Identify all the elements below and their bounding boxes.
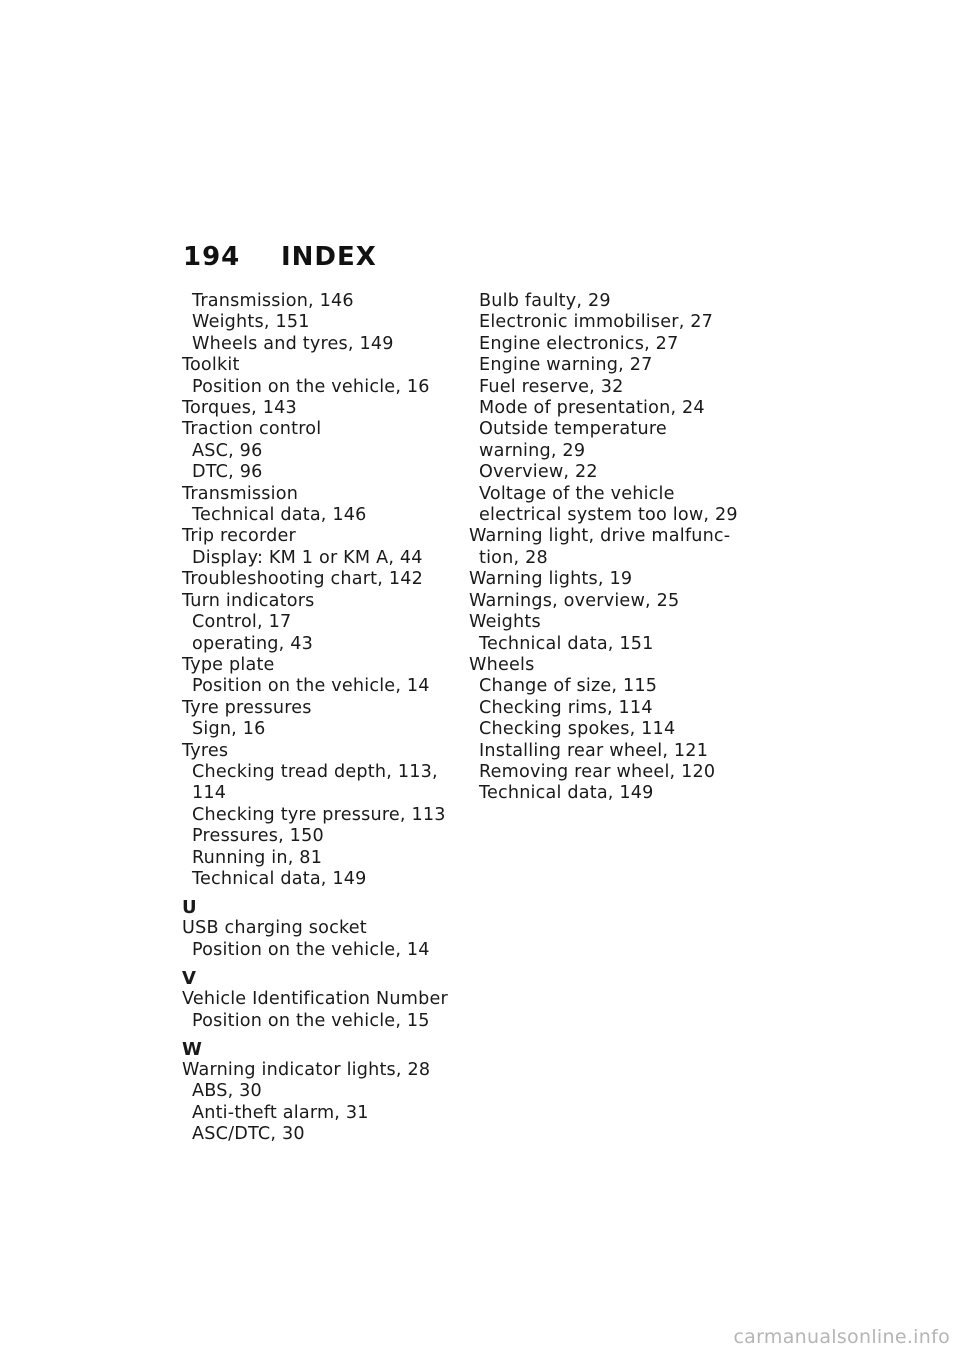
index-subentry: Position on the vehicle, 16 [192, 376, 430, 397]
index-entry: Troubleshooting chart, 142 [182, 569, 424, 590]
index-subentry: Weights, 151 [192, 312, 310, 333]
index-subentry: tion, 28 [479, 547, 548, 568]
index-subentry: Voltage of the vehicle [479, 483, 675, 504]
index-subentry: Change of size, 115 [479, 676, 658, 697]
index-subentry: electrical system too low, 29 [479, 505, 738, 526]
section-letter: W [182, 1039, 203, 1060]
index-entry: Tyre pressures [182, 697, 312, 718]
page-number: 194 [183, 242, 241, 272]
index-entry: Warnings, overview, 25 [469, 590, 680, 611]
index-subentry: Transmission, 146 [192, 291, 354, 311]
index-subentry: ASC, 96 [192, 440, 263, 461]
index-subentry: operating, 43 [192, 633, 314, 654]
index-subentry: Position on the vehicle, 15 [192, 1010, 430, 1031]
index-entry: USB charging socket [182, 918, 367, 939]
index-subentry: Bulb faulty, 29 [479, 291, 611, 311]
index-subentry: Fuel reserve, 32 [479, 376, 624, 397]
index-entry: Turn indicators [182, 590, 315, 611]
index-entry: Type plate [182, 654, 275, 675]
section-letter: U [182, 897, 197, 919]
index-subentry: Control, 17 [192, 612, 292, 633]
index-entry: Torques, 143 [182, 398, 297, 419]
index-column-left [182, 291, 452, 1146]
index-subentry: Technical data, 146 [192, 505, 367, 526]
index-entry: Tyres [182, 740, 229, 761]
index-entry: Trip recorder [182, 526, 296, 547]
index-subentry: 114 [192, 783, 227, 804]
index-subentry: Position on the vehicle, 14 [192, 676, 430, 697]
page-title: INDEX [281, 242, 377, 272]
index-entry: Vehicle Identification Number [182, 989, 448, 1010]
index-subentry: Checking spokes, 114 [479, 719, 676, 740]
index-subentry: Technical data, 149 [479, 783, 654, 804]
index-subentry: Technical data, 151 [479, 633, 654, 654]
index-subentry: Engine electronics, 27 [479, 333, 679, 354]
index-subentry: warning, 29 [479, 440, 586, 461]
index-subentry: Display: KM 1 or KM A, 44 [192, 547, 423, 568]
index-subentry: Technical data, 149 [192, 868, 367, 889]
index-subentry: Position on the vehicle, 14 [192, 939, 430, 960]
index-subentry: ABS, 30 [192, 1081, 262, 1102]
index-subentry: Checking rims, 114 [479, 697, 653, 718]
index-subentry: Anti-theft alarm, 31 [192, 1102, 369, 1123]
index-subentry: Pressures, 150 [192, 826, 324, 847]
index-subentry: DTC, 96 [192, 462, 263, 483]
index-entry: Traction control [182, 419, 322, 440]
page-header [183, 242, 377, 276]
section-letter: V [182, 968, 197, 990]
index-subentry: ASC/DTC, 30 [192, 1124, 305, 1145]
index-entry: Transmission [182, 483, 299, 504]
index-column-right [469, 291, 749, 805]
index-entry: Warning light, drive malfunc- [469, 526, 731, 547]
index-subentry: Overview, 22 [479, 462, 598, 483]
watermark: carmanualsonline.info [733, 1326, 950, 1348]
index-subentry: Outside temperature [479, 419, 667, 440]
index-subentry: Checking tyre pressure, 113 [192, 804, 446, 825]
index-subentry: Checking tread depth, 113, [192, 761, 438, 782]
index-subentry: Engine warning, 27 [479, 355, 653, 376]
index-subentry: Sign, 16 [192, 719, 266, 740]
index-entry: Warning indicator lights, 28 [182, 1060, 431, 1080]
index-entry: Warning lights, 19 [469, 569, 633, 590]
index-subentry: Wheels and tyres, 149 [192, 333, 394, 354]
index-subentry: Mode of presentation, 24 [479, 398, 705, 419]
index-entry: Toolkit [182, 355, 240, 376]
index-subentry: Installing rear wheel, 121 [479, 740, 709, 761]
index-entry: Weights [469, 612, 541, 633]
index-entry: Wheels [469, 654, 535, 675]
index-subentry: Running in, 81 [192, 847, 323, 868]
index-subentry: Electronic immobiliser, 27 [479, 312, 714, 333]
index-subentry: Removing rear wheel, 120 [479, 761, 716, 782]
